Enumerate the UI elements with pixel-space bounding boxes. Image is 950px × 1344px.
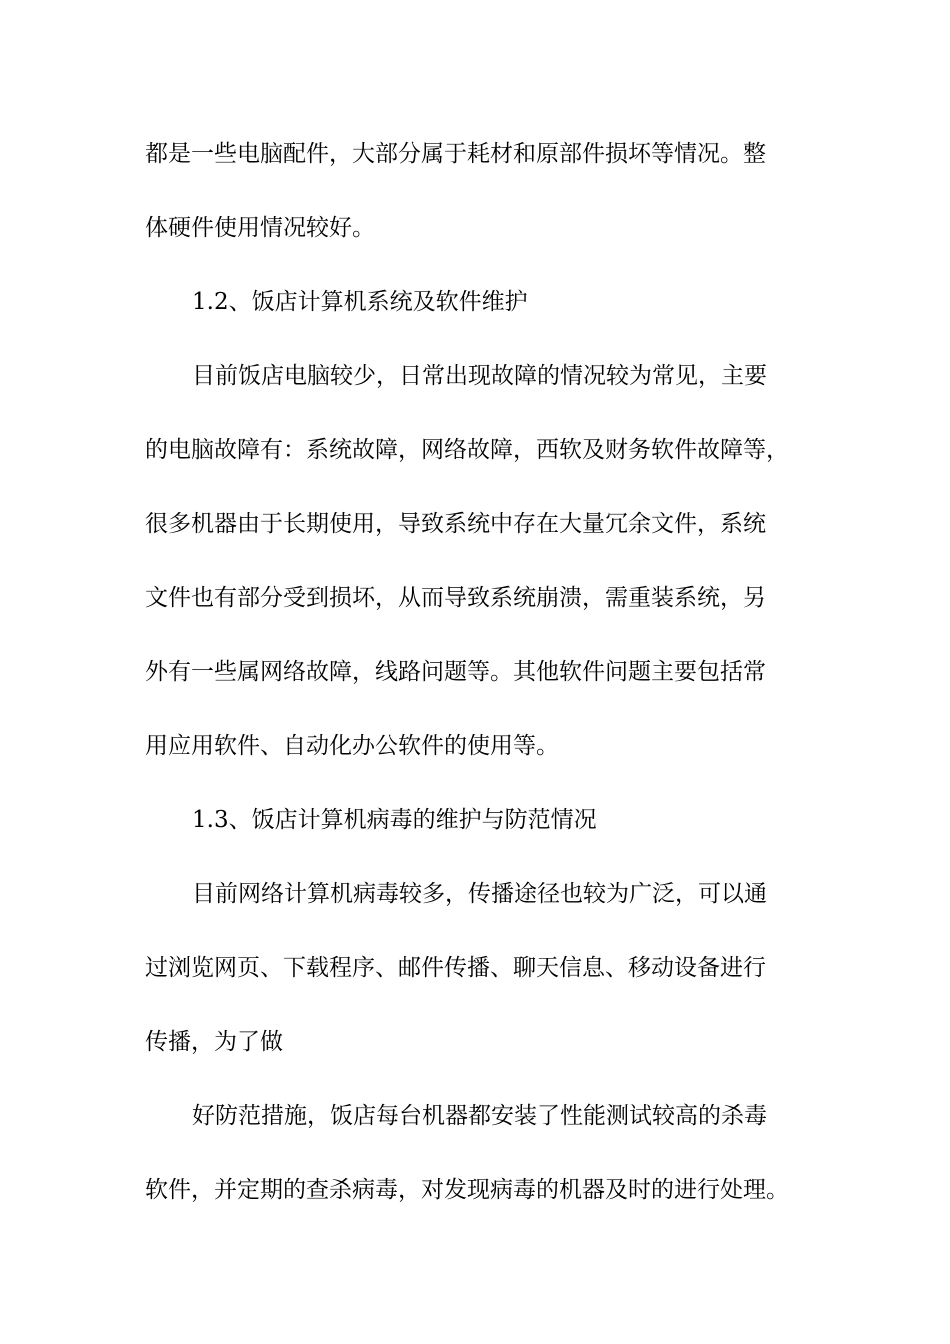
- text-line: 外有一些属网络故障，线路问题等。其他软件问题主要包括常: [145, 659, 766, 685]
- text-line: 软件，并定期的查杀病毒，对发现病毒的机器及时的进行处理。: [145, 1177, 789, 1203]
- text-line: 的电脑故障有：系统故障，网络故障，西软及财务软件故障等，: [145, 437, 789, 463]
- text-line: 过浏览网页、下载程序、邮件传播、聊天信息、移动设备进行: [145, 955, 766, 981]
- text-line: 文件也有部分受到损坏，从而导致系统崩溃，需重装系统，另: [145, 585, 766, 611]
- text-line: 传播，为了做: [145, 1029, 283, 1055]
- text-line: 目前饭店电脑较少，日常出现故障的情况较为常见，主要: [192, 363, 767, 389]
- text-line: 很多机器由于长期使用，导致系统中存在大量冗余文件，系统: [145, 511, 766, 537]
- section-heading: 1.2、饭店计算机系统及软件维护: [192, 289, 528, 315]
- section-heading: 1.3、饭店计算机病毒的维护与防范情况: [192, 807, 597, 833]
- text-line: 好防范措施，饭店每台机器都安装了性能测试较高的杀毒: [192, 1103, 767, 1129]
- text-line: 都是一些电脑配件，大部分属于耗材和原部件损坏等情况。整: [145, 141, 766, 167]
- text-line: 用应用软件、自动化办公软件的使用等。: [145, 733, 559, 759]
- text-line: 体硬件使用情况较好。: [145, 215, 375, 241]
- text-line: 目前网络计算机病毒较多，传播途径也较为广泛，可以通: [192, 881, 767, 907]
